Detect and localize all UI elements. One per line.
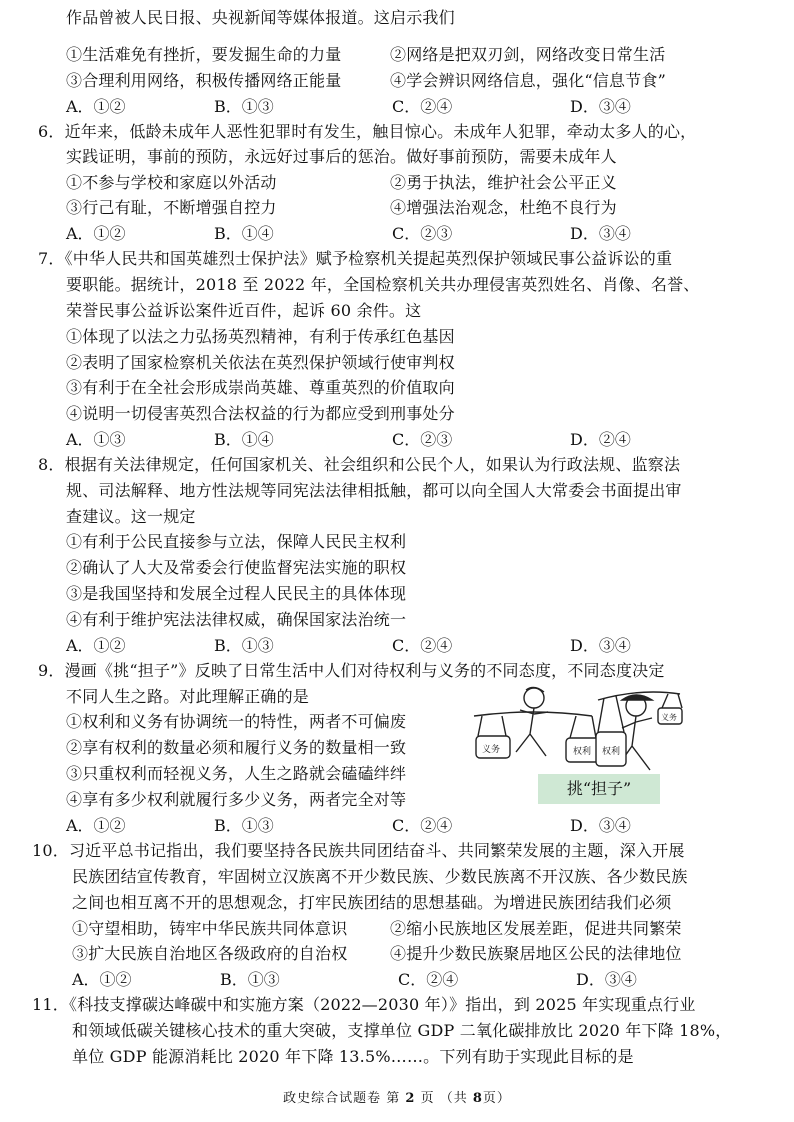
option-c-row-5: C．②④	[398, 970, 459, 989]
text-line-q9f: ④享有多少权利就履行多少义务，两者完全对等	[66, 790, 407, 809]
text-line-l1: ①生活难免有挫折，要发掘生命的力量	[66, 45, 342, 64]
text-line-q9b: 不同人生之路。对此理解正确的是	[66, 687, 310, 706]
footer-prefix: 政史综合试题卷 第	[283, 1091, 401, 1106]
text-line-q8e: ②确认了人大及常委会行使监督宪法实施的职权	[66, 558, 407, 577]
left-basket-label-1: 义务	[482, 745, 501, 755]
footer-total-pages: 8	[472, 1091, 483, 1106]
text-line-q7f: ③有利于在全社会形成崇尚英雄、尊重英烈的价值取向	[66, 378, 455, 397]
option-a-row-0: A．①②	[66, 97, 126, 116]
text-line-q8d: ①有利于公民直接参与立法，保障人民民主权利	[66, 532, 407, 551]
text-line-q7c: 荣誉民事公益诉讼案件近百件，起诉 60 余件。这	[66, 301, 422, 320]
option-d-row-2: D．②④	[570, 430, 631, 449]
option-d-row-5: D．③④	[576, 970, 637, 989]
option-b-row-0: B．①③	[214, 97, 274, 116]
text-line-q6d: ②勇于执法，维护社会公平正义	[390, 173, 617, 192]
text-line-q6c: ①不参与学校和家庭以外活动	[66, 173, 277, 192]
text-line-l2: ②网络是把双刃剑，网络改变日常生活	[390, 45, 666, 64]
option-b-row-5: B．①③	[220, 970, 280, 989]
text-line-q8f: ③是我国坚持和发展全过程人民民主的具体体现	[66, 584, 407, 603]
option-d-row-0: D．③④	[570, 97, 631, 116]
text-line-q10g: ④提升少数民族聚居地区公民的法律地位	[390, 944, 682, 963]
text-line-q10e: ②缩小民族地区发展差距，促进共同繁荣	[390, 919, 682, 938]
option-a-row-2: A．①③	[66, 430, 126, 449]
text-line-q7b: 要职能。据统计，2018 至 2022 年，全国检察机关共办理侵害英烈姓名、肖像、名誉、	[66, 275, 700, 294]
page-footer	[0, 1090, 794, 1108]
text-line-q8g: ④有利于维护宪法法律权威，确保国家法治统一	[66, 610, 407, 629]
option-b-row-2: B．①④	[214, 430, 274, 449]
option-d-row-4: D．③④	[570, 816, 631, 835]
text-line-q6f: ④增强法治观念，杜绝不良行为	[390, 198, 617, 217]
text-line-q7d: ①体现了以法之力弘扬英烈精神，有利于传承红色基因	[66, 327, 455, 346]
text-line-q11a: 11．《科技支撑碳达峰碳中和实施方案（2022—2030 年）》指出，到 2025 年实现重点行业	[32, 995, 696, 1014]
text-line-q7g: ④说明一切侵害英烈合法权益的行为都应受到刑事处分	[66, 404, 455, 423]
footer-suffix: 页）	[482, 1091, 511, 1106]
option-a-row-3: A．①②	[66, 636, 126, 655]
option-b-row-4: B．①③	[214, 816, 274, 835]
text-line-q10f: ③扩大民族自治地区各级政府的自治权	[72, 944, 348, 963]
text-line-q6a: 6．近年来，低龄未成年人恶性犯罪时有发生，触目惊心。未成年人犯罪，牵动太多人的心，	[38, 122, 697, 141]
option-c-row-1: C．②③	[392, 224, 453, 243]
text-line-q6e: ③行己有耻，不断增强自控力	[66, 198, 277, 217]
option-d-row-3: D．③④	[570, 636, 631, 655]
text-line-q7e: ②表明了国家检察机关依法在英烈保护领域行使审判权	[66, 353, 455, 372]
text-line-q11b: 和领域低碳关键核心技术的重大突破，支撑单位 GDP 二氧化碳排放比 2020 年下降 18%，	[72, 1021, 732, 1040]
option-a-row-4: A．①②	[66, 816, 126, 835]
text-line-l0: 作品曾被人民日报、央视新闻等媒体报道。这启示我们	[66, 8, 455, 27]
cartoon-caption: 挑“担子”	[538, 774, 660, 804]
text-line-q10a: 10．习近平总书记指出，我们要坚持各民族共同团结奋斗、共同繁荣发展的主题，深入开展	[32, 841, 685, 860]
text-line-q6b: 实践证明，事前的预防，永远好过事后的惩治。做好事前预防，需要未成年人	[66, 147, 617, 166]
text-line-q8b: 规、司法解释、地方性法规等同宪法法律相抵触，都可以向全国人大常委会书面提出审	[66, 481, 682, 500]
text-line-q9e: ③只重权利而轻视义务，人生之路就会磕磕绊绊	[66, 764, 407, 783]
text-line-q9a: 9．漫画《挑“担子”》反映了日常生活中人们对待权利与义务的不同态度，不同态度决定	[38, 661, 665, 680]
option-c-row-0: C．②④	[392, 97, 453, 116]
option-d-row-1: D．③④	[570, 224, 631, 243]
right-figure	[596, 692, 682, 770]
text-line-l3: ③合理利用网络，积极传播网络正能量	[66, 71, 342, 90]
footer-mid: 页 （共	[420, 1091, 468, 1106]
footer-page-number: 2	[405, 1091, 416, 1106]
text-line-q8c: 查建议。这一规定	[66, 507, 196, 526]
option-c-row-3: C．②④	[392, 636, 453, 655]
text-line-q10c: 之间也相互离不开的思想观念，打牢民族团结的思想基础。为增进民族团结我们必须	[72, 893, 672, 912]
text-line-q8a: 8．根据有关法律规定，任何国家机关、社会组织和公民个人，如果认为行政法规、监察法	[38, 455, 681, 474]
option-a-row-1: A．①②	[66, 224, 126, 243]
left-basket-label-2: 权利	[573, 747, 592, 757]
text-line-q10d: ①守望相助，铸牢中华民族共同体意识	[72, 919, 348, 938]
text-line-q11c: 单位 GDP 能源消耗比 2020 年下降 13.5%……。下列有助于实现此目标的是	[72, 1047, 634, 1066]
option-c-row-2: C．②③	[392, 430, 453, 449]
right-basket-label-2: 义务	[661, 713, 677, 722]
text-line-q7a: 7．《中华人民共和国英雄烈士保护法》赋予检察机关提起英烈保护领域民事公益诉讼的重	[38, 249, 673, 268]
right-basket-label-1: 权利	[602, 747, 621, 757]
option-b-row-3: B．①③	[214, 636, 274, 655]
option-c-row-4: C．②④	[392, 816, 453, 835]
option-b-row-1: B．①④	[214, 224, 274, 243]
option-a-row-5: A．①②	[72, 970, 132, 989]
text-line-q10b: 民族团结宣传教育，牢固树立汉族离不开少数民族、少数民族离不开汉族、各少数民族	[72, 867, 688, 886]
text-line-q9d: ②享有权利的数量必须和履行义务的数量相一致	[66, 738, 407, 757]
text-line-q9c: ①权利和义务有协调统一的特性，两者不可偏废	[66, 712, 407, 731]
text-line-l4: ④学会辨识网络信息，强化“信息节食”	[390, 71, 666, 90]
